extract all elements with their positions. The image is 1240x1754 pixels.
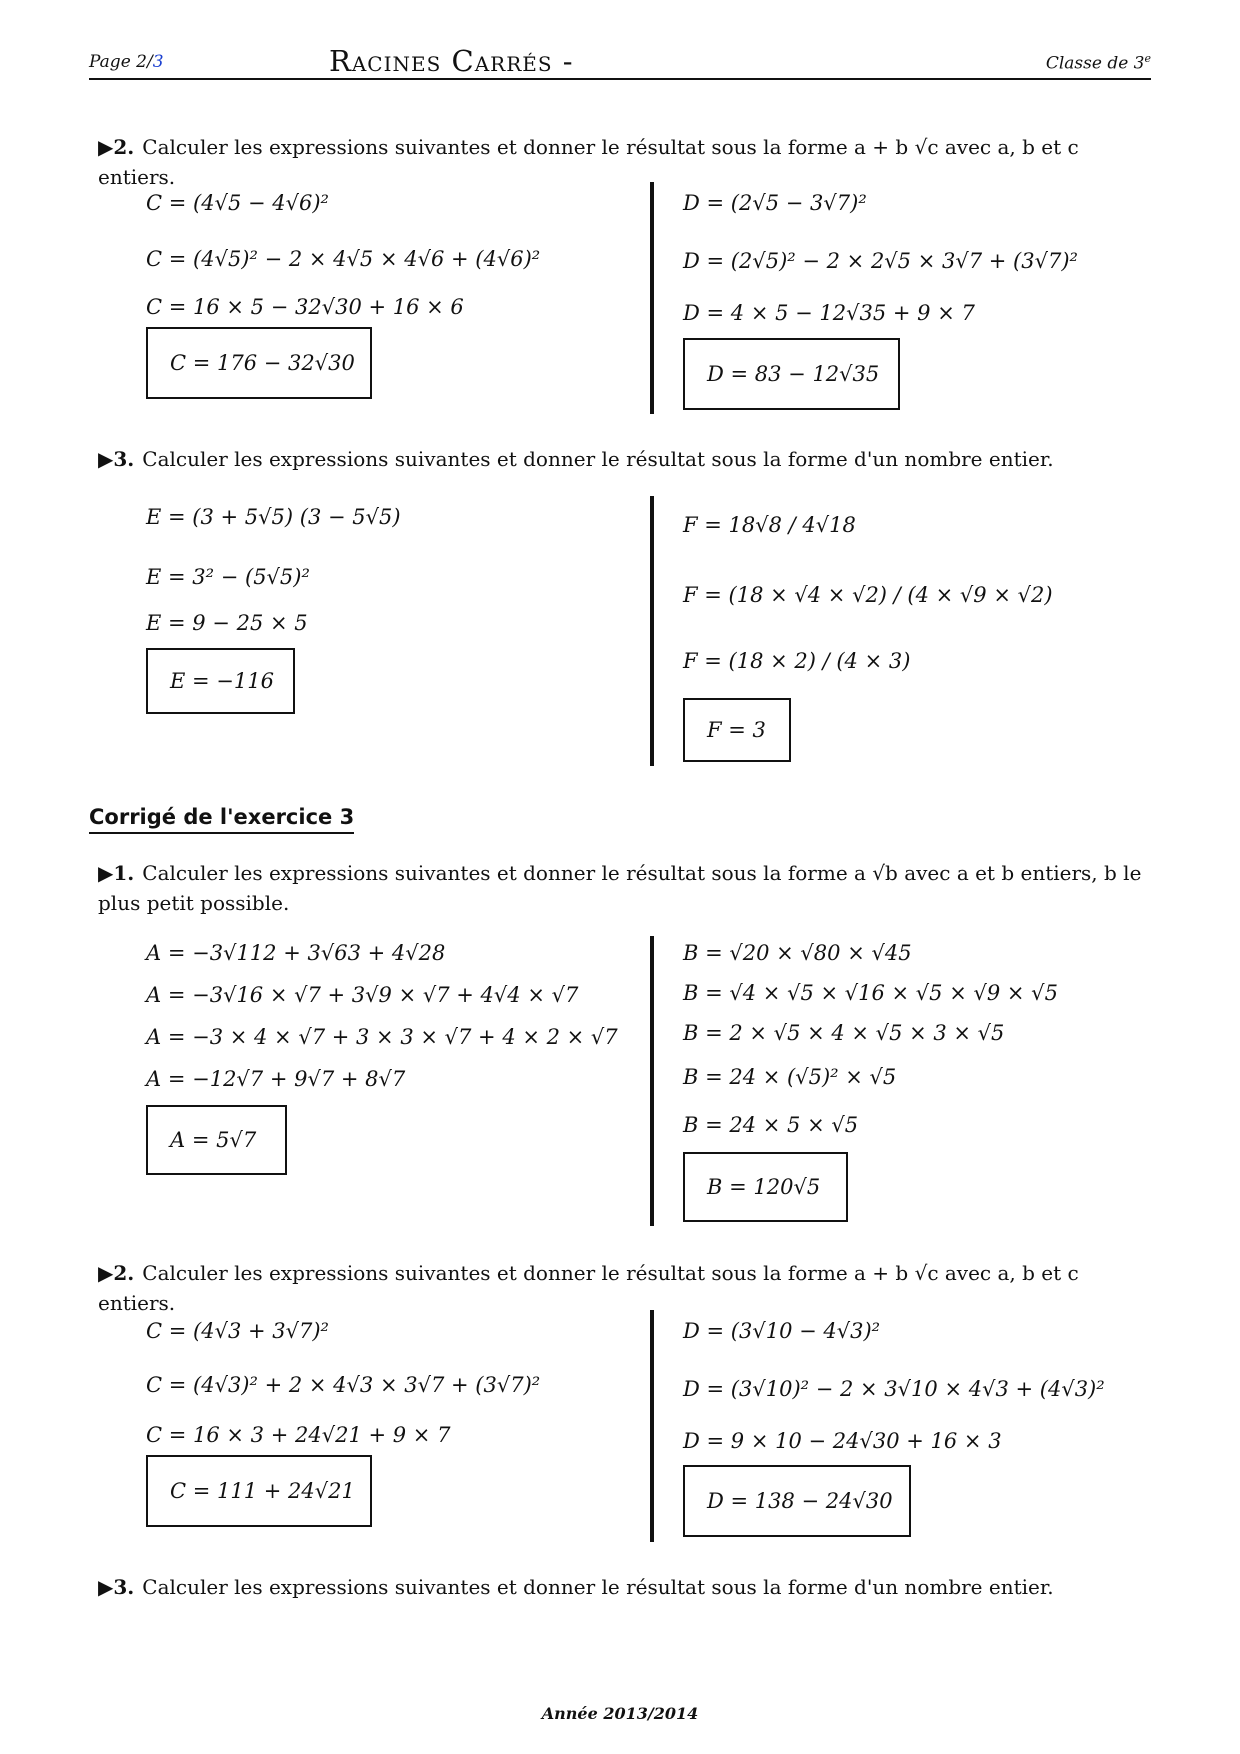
question-number: ▶3.	[98, 1575, 135, 1599]
class-text: Classe de 3	[1045, 53, 1145, 74]
question-text: Calculer les expressions suivantes et donner le résultat sous la forme a + b √c avec a, b et c entiers.	[98, 135, 1079, 189]
question-number: ▶2.	[98, 1261, 135, 1285]
calc-line: B = 24 × 5 × √5	[683, 1113, 859, 1137]
question-text: Calculer les expressions suivantes et donner le résultat sous la forme a √b avec a et b entiers, b le plus petit possible.	[98, 861, 1142, 915]
calc-line: D = 9 × 10 − 24√30 + 16 × 3	[683, 1429, 1002, 1453]
calc-line: C = 16 × 5 − 32√30 + 16 × 6	[146, 295, 464, 319]
page-footer: Année 2013/2014	[541, 1704, 699, 1723]
question-1	[98, 858, 1158, 918]
result-box: F = 3	[683, 698, 791, 762]
calc-line: E = 9 − 25 × 5	[146, 611, 308, 635]
calc-line: B = 24 × (√5)² × √5	[683, 1065, 897, 1089]
result-box: B = 120√5	[683, 1152, 848, 1222]
calc-line: D = (2√5)² − 2 × 2√5 × 3√7 + (3√7)²	[683, 249, 1078, 273]
calc-line: E = (3 + 5√5) (3 − 5√5)	[146, 505, 401, 529]
question-2	[98, 132, 1158, 192]
question-text: Calculer les expressions suivantes et donner le résultat sous la forme a + b √c avec a, b et c entiers.	[98, 1261, 1079, 1315]
class-label	[1046, 52, 1151, 74]
question-2-ex3	[98, 1258, 1158, 1318]
question-3	[98, 444, 1158, 474]
calc-line: A = −3√16 × √7 + 3√9 × √7 + 4√4 × √7	[146, 983, 579, 1007]
calc-line: F = (18 × 2) / (4 × 3)	[683, 649, 911, 673]
question-3-ex3	[98, 1572, 1158, 1602]
calc-line: A = −3 × 4 × √7 + 3 × 3 × √7 + 4 × 2 × √7	[146, 1025, 618, 1049]
calc-line: D = (3√10 − 4√3)²	[683, 1319, 881, 1343]
calc-line: C = (4√5 − 4√6)²	[146, 191, 329, 215]
question-number: ▶1.	[98, 861, 135, 885]
calc-line: A = −12√7 + 9√7 + 8√7	[146, 1067, 406, 1091]
calc-line: F = 18√8 / 4√18	[683, 513, 856, 537]
column-divider	[650, 182, 654, 414]
calc-line: E = 3² − (5√5)²	[146, 565, 310, 589]
column-divider	[650, 1310, 654, 1542]
calc-line: D = (2√5 − 3√7)²	[683, 191, 867, 215]
column-divider	[650, 496, 654, 766]
result-box: A = 5√7	[146, 1105, 287, 1175]
result-box: D = 83 − 12√35	[683, 338, 900, 410]
calc-line: C = (4√3 + 3√7)²	[146, 1319, 329, 1343]
calc-line: B = √20 × √80 × √45	[683, 941, 912, 965]
result-box: C = 176 − 32√30	[146, 327, 372, 399]
question-text: Calculer les expressions suivantes et donner le résultat sous la forme d'un nombre entier.	[142, 1575, 1054, 1599]
calc-line: D = (3√10)² − 2 × 3√10 × 4√3 + (4√3)²	[683, 1377, 1105, 1401]
section-title: Corrigé de l'exercice 3	[89, 805, 354, 834]
result-box: C = 111 + 24√21	[146, 1455, 372, 1527]
page-label: Page 2/	[89, 52, 153, 72]
calc-line: B = √4 × √5 × √16 × √5 × √9 × √5	[683, 981, 1058, 1005]
question-number: ▶2.	[98, 135, 135, 159]
document-title: Racines Carrés -	[329, 44, 574, 78]
question-number: ▶3.	[98, 447, 135, 471]
page-number	[89, 52, 164, 72]
page-total-link[interactable]: 3	[152, 52, 164, 72]
calc-line: C = (4√3)² + 2 × 4√3 × 3√7 + (3√7)²	[146, 1373, 541, 1397]
column-divider	[650, 936, 654, 1226]
result-box: D = 138 − 24√30	[683, 1465, 911, 1537]
result-box: E = −116	[146, 648, 295, 714]
calc-line: A = −3√112 + 3√63 + 4√28	[146, 941, 446, 965]
question-text: Calculer les expressions suivantes et donner le résultat sous la forme d'un nombre entier.	[142, 447, 1054, 471]
calc-line: B = 2 × √5 × 4 × √5 × 3 × √5	[683, 1021, 1005, 1045]
calc-line: C = 16 × 3 + 24√21 + 9 × 7	[146, 1423, 451, 1447]
calc-line: C = (4√5)² − 2 × 4√5 × 4√6 + (4√6)²	[146, 247, 541, 271]
calc-line: F = (18 × √4 × √2) / (4 × √9 × √2)	[683, 583, 1053, 607]
calc-line: D = 4 × 5 − 12√35 + 9 × 7	[683, 301, 975, 325]
page-header	[89, 44, 1151, 80]
class-superscript: e	[1144, 52, 1151, 65]
